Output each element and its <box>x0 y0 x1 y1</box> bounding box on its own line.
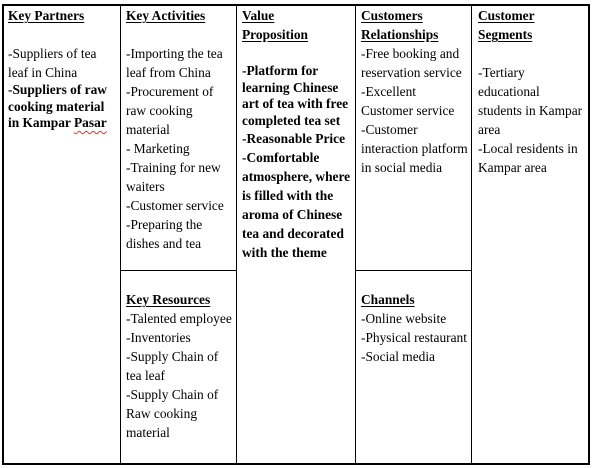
channels-heading: Channels <box>361 292 415 307</box>
divider-col-4 <box>471 4 472 464</box>
customer-relationships-cell <box>361 6 469 177</box>
value-proposition-item-2: -Reasonable Price <box>242 131 346 146</box>
customer-relationships-item-3: -Customer interaction platform in social media <box>361 122 468 175</box>
key-resources-item-4: -Supply Chain of Raw cooking material <box>126 387 219 440</box>
key-resources-heading: Key Resources <box>126 292 211 307</box>
key-activities-heading: Key Activities <box>126 8 206 23</box>
divider-col-3 <box>355 4 356 464</box>
value-proposition-item-3: -Comfortable atmosphere, where is filled with the aroma of Chinese tea and decorated with the theme <box>242 150 351 260</box>
value-proposition-heading-line2: Proposition <box>242 27 308 42</box>
key-activities-item-2: -Procurement of raw cooking material <box>126 84 214 137</box>
channels-item-3: -Social media <box>361 349 435 364</box>
key-activities-item-4: -Training for new waiters <box>126 160 221 194</box>
divider-col-1 <box>120 4 121 464</box>
border-left <box>2 4 4 464</box>
value-proposition-cell <box>242 6 354 262</box>
key-partners-heading: Key Partners <box>8 8 85 23</box>
customer-relationships-item-2: -Excellent Customer service <box>361 84 455 118</box>
key-partners-item-1: -Suppliers of tea leaf in China <box>8 46 97 80</box>
customer-relationships-item-1: -Free booking and reservation service <box>361 46 462 80</box>
customer-segments-heading-line2: Segments <box>478 27 533 42</box>
key-resources-item-3: -Supply Chain of tea leaf <box>126 349 219 383</box>
customer-segments-heading-line1: Customer <box>478 8 535 23</box>
key-partners-item-2: -Suppliers of raw cooking material in Kampar Pasar <box>8 82 107 130</box>
channels-cell <box>361 290 469 366</box>
divider-row-activities <box>120 270 237 271</box>
key-activities-item-1: -Importing the tea leaf from China <box>126 46 223 80</box>
customer-segments-item-2: -Local residents in Kampar area <box>478 141 578 175</box>
customer-relationships-heading-line2: Relationships <box>361 27 439 42</box>
channels-item-2: -Physical restaurant <box>361 330 467 345</box>
customer-relationships-heading-line1: Customers <box>361 8 423 23</box>
customer-segments-item-1: -Tertiary educational students in Kampar area <box>478 65 583 137</box>
key-activities-item-3: - Marketing <box>126 141 190 156</box>
value-proposition-item-1: -Platform for learning Chinese art of tea with free completed tea set <box>242 63 349 128</box>
customer-segments-cell <box>478 6 586 177</box>
key-activities-item-6: -Preparing the dishes and tea <box>126 217 203 251</box>
channels-item-1: -Online website <box>361 311 447 326</box>
value-proposition-heading-line1: Value <box>242 8 275 23</box>
border-right <box>588 4 590 464</box>
key-partners-cell <box>8 6 118 132</box>
key-activities-item-5: -Customer service <box>126 198 224 213</box>
key-resources-cell <box>126 290 234 442</box>
key-resources-item-2: -Inventories <box>126 330 191 345</box>
border-bottom <box>2 463 590 465</box>
divider-col-2 <box>236 4 237 464</box>
divider-row-relationships <box>355 270 472 271</box>
key-resources-item-1: -Talented employee <box>126 311 232 326</box>
key-activities-cell <box>126 6 234 253</box>
